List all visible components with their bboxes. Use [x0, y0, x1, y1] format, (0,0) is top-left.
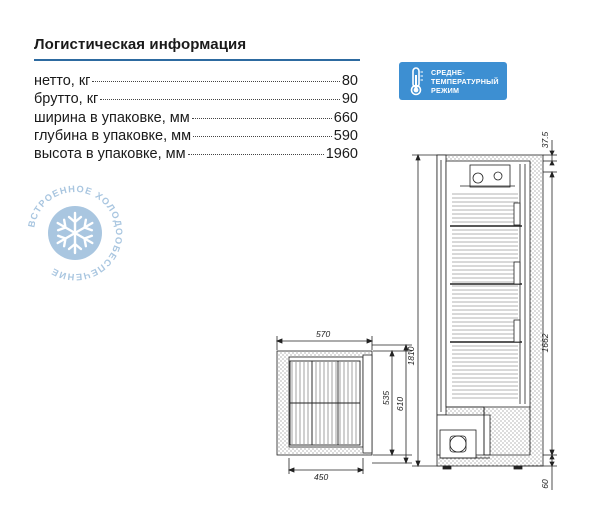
top-view	[277, 329, 412, 482]
side-view	[406, 131, 557, 490]
side-height-label: 1810	[406, 346, 416, 366]
side-top-label: 37.5	[540, 131, 550, 149]
spec-label: высота в упаковке, мм	[34, 146, 186, 163]
top-inner-width-label: 450	[314, 472, 329, 482]
spec-label: ширина в упаковке, мм	[34, 109, 190, 126]
top-inner-depth-label: 535	[381, 390, 391, 406]
section-title: Логистическая информация	[34, 36, 247, 53]
spec-value: 590	[333, 127, 358, 144]
spec-label: глубина в упаковке, мм	[34, 127, 192, 144]
spec-label: нетто, кг	[34, 73, 91, 89]
side-bottom-label: 60	[540, 479, 550, 489]
side-inner-height-label: 1662	[540, 333, 550, 353]
spec-label: брутто, кг	[34, 91, 99, 108]
badge-line-1: СРЕДНЕ-	[431, 67, 465, 77]
badge-line-3: РЕЖИМ	[431, 85, 460, 95]
seal-text: ВСТРОЕННОЕ ХОЛОДООБЕСПЕЧЕНИЕ	[26, 183, 125, 283]
top-depth-label: 610	[395, 396, 405, 412]
spec-value: 660	[333, 109, 358, 126]
top-width-label: 570	[316, 329, 331, 339]
spec-value: 90	[341, 91, 358, 108]
badge-line-2: ТЕМПЕРАТУРНЫЙ	[431, 76, 499, 86]
spec-value: 1960	[325, 146, 358, 163]
spec-value: 80	[341, 73, 358, 89]
